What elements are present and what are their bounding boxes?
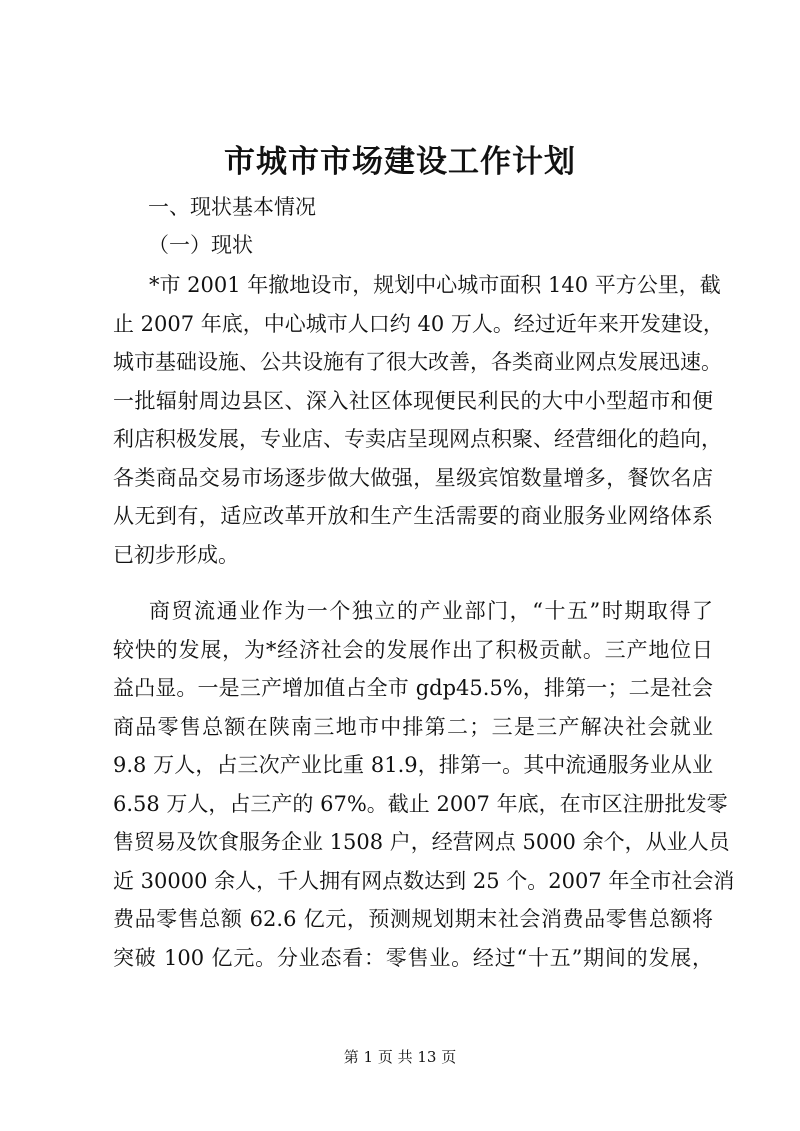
paragraph-line: *市 2001 年撤地设市，规划中心城市面积 140 平方公里，截 xyxy=(149,273,721,297)
subsection-heading: （一）现状 xyxy=(148,233,253,257)
page-number-footer: 第 1 页 共 13 页 xyxy=(343,1048,457,1066)
paragraph-line: 突破 100 亿元。分业态看：零售业。经过“十五”期间的发展， xyxy=(113,945,713,970)
paragraph-1 xyxy=(113,266,724,574)
paragraph-line: 9.8 万人，占三次产业比重 81.9，排第一。其中流通服务业从业 xyxy=(113,753,713,777)
paragraph-line: 城市基础设施、公共设施有了很大改善，各类商业网点发展迅速。 xyxy=(113,350,722,374)
paragraph-line: 近 30000 余人，千人拥有网点数达到 25 个。2007 年全市社会消 xyxy=(113,868,735,893)
paragraph-line: 商贸流通业作为一个独立的产业部门，“十五”时期取得了 xyxy=(149,599,713,623)
paragraph-line: 一批辐射周边县区、深入社区体现便民利民的大中小型超市和便 xyxy=(113,388,713,413)
paragraph-line: 售贸易及饮食服务企业 1508 户，经营网点 5000 余个，从业人员 xyxy=(113,830,730,854)
paragraph-line: 商品零售总额在陕南三地市中排第二；三是三产解决社会就业 xyxy=(113,714,713,739)
paragraph-line: 费品零售总额 62.6 亿元，预测规划期末社会消费品零售总额将 xyxy=(113,907,713,931)
paragraph-line: 利店积极发展，专业店、专卖店呈现网点积聚、经营细化的趋向， xyxy=(113,427,722,451)
paragraph-line: 从无到有，适应改革开放和生产生活需要的商业服务业网络体系 xyxy=(113,504,713,528)
paragraph-2 xyxy=(113,592,735,977)
page-title: 市城市市场建设工作计划 xyxy=(224,144,576,180)
paragraph-line: 益凸显。一是三产增加值占全市 gdp45.5%，排第一；二是社会 xyxy=(113,676,713,700)
paragraph-line: 6.58 万人，占三产的 67%。截止 2007 年底，在市区注册批发零 xyxy=(113,791,728,816)
paragraph-line: 较快的发展，为*经济社会的发展作出了积极贡献。三产地位日 xyxy=(113,637,713,662)
section-heading: 一、现状基本情况 xyxy=(148,195,316,219)
paragraph-line: 各类商品交易市场逐步做大做强，星级宾馆数量增多，餐饮名店 xyxy=(113,465,713,490)
paragraph-line: 已初步形成。 xyxy=(113,542,239,567)
paragraph-line: 止 2007 年底，中心城市人口约 40 万人。经过近年来开发建设， xyxy=(113,311,724,336)
